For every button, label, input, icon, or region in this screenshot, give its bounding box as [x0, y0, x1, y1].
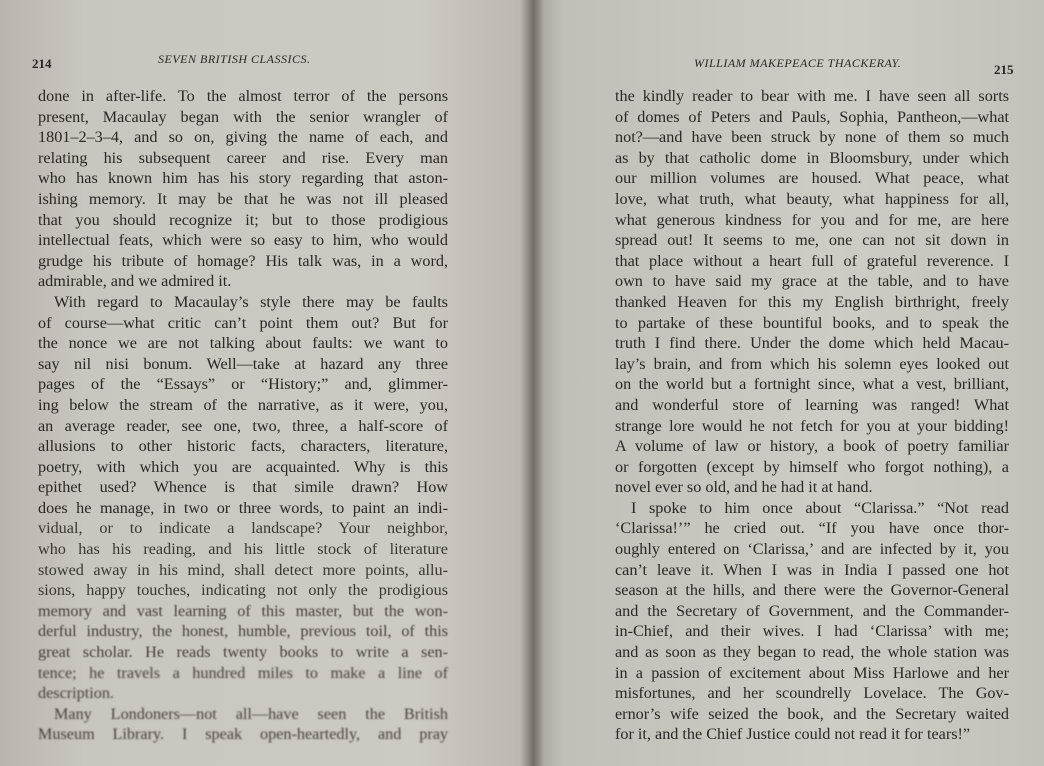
text-line: in-Chief, and their wives. I had ‘Clarissa’ with me; [615, 622, 1009, 641]
text-line: and the Secretary of Government, and the Commander- [615, 601, 1009, 620]
text-line: relating his subsequent career and rise. Every man [38, 148, 448, 167]
right-page-number: 215 [994, 62, 1014, 77]
text-line: does he manage, in two or three words, to paint an indi- [38, 498, 448, 517]
text-line: done in after-life. To the almost terror of the persons [38, 87, 448, 105]
text-line: of course—what critic can’t point them out? But for [38, 313, 448, 332]
text-line: oughly entered on ‘Clarissa,’ and are infected by it, you [615, 540, 1009, 559]
text-line: ernor’s wife seized the book, and the Secretary waited [615, 704, 1009, 723]
text-line: or forgotten (except by himself who forgot nothing), a [615, 457, 1009, 476]
text-line: can’t leave it. When I was in India I passed one hot [615, 560, 1009, 579]
text-line: novel ever so old, and he had it at hand. [615, 478, 873, 497]
text-line: memory and vast learning of this master, but the won- [38, 601, 448, 620]
text-line: great scholar. He reads twenty books to write a sen- [38, 643, 448, 662]
text-line: of domes of Peters and Pauls, Sophia, Pantheon,—what [615, 107, 1009, 126]
text-line: derful industry, the honest, humble, previous toil, of this [38, 622, 448, 641]
text-line: intellectual feats, which were so easy to him, who would [38, 231, 448, 250]
text-line: season at the hills, and there were the Governor-General [615, 581, 1009, 600]
text-line: who has known him has his story regarding that aston- [38, 169, 448, 188]
text-line: an average reader, see one, two, three, a half-score of [38, 416, 448, 435]
text-line: misfortunes, and her scoundrelly Lovelace. The Gov- [615, 684, 1009, 703]
text-line: poetry, with which you are acquainted. Why is this [38, 457, 448, 476]
right-page [542, 0, 1044, 766]
text-line: With regard to Macaulay’s style there may be faults [54, 292, 448, 311]
text-line: vidual, or to indicate a landscape? Your neighbor, [38, 519, 448, 538]
text-line: ‘Clarissa!’” he cried out. “If you have once thor- [615, 519, 1009, 538]
text-line: that place without a heart full of grateful reverence. I [615, 251, 1009, 270]
text-line: description. [38, 684, 114, 703]
text-line: allusions to other historic facts, characters, literature, [38, 437, 448, 456]
text-line: own to have said my grace at the table, and to have [615, 272, 1009, 291]
right-page-text [615, 86, 1009, 745]
left-running-head: SEVEN BRITISH CLASSICS. [158, 52, 311, 66]
text-line: grudge his tribute of homage? His talk was, in a word, [38, 251, 448, 270]
text-line: as by that catholic dome in Bloomsbury, under which [615, 148, 1009, 167]
text-line: sions, happy touches, indicating not only the prodigious [38, 581, 448, 600]
text-line: A volume of law or history, a book of poetry familiar [615, 437, 1009, 456]
text-line: what generous kindness for you and for me, are here [615, 210, 1009, 229]
text-line: pages of the “Essays” or “History;” and, glimmer- [38, 375, 448, 394]
text-line: who has his reading, and his little stock of literature [38, 540, 448, 559]
text-line: for it, and the Chief Justice could not read it for tears!” [615, 725, 971, 744]
text-line: admirable, and we admired it. [38, 272, 232, 291]
text-line: Many Londoners—not all—have seen the British [54, 704, 448, 723]
text-line: not?—and have been struck by none of them so much [615, 128, 1009, 147]
text-line: in a passion of excitement about Miss Harlowe and her [615, 663, 1009, 682]
text-line: lay’s brain, and from which his solemn eyes looked out [615, 354, 1009, 373]
text-line: love, what truth, what beauty, what happiness for all, [615, 189, 1009, 208]
text-line: ing below the stream of the narrative, as it were, you, [38, 395, 448, 414]
text-line: that you should recognize it; but to those prodigious [38, 210, 448, 229]
book-gutter [520, 0, 544, 766]
text-line: our million volumes are housed. What peace, what [615, 169, 1009, 188]
text-line: say nil nisi bonum. Well—take at hazard any three [38, 354, 448, 373]
text-line: stowed away in his mind, shall detect more points, allu- [38, 560, 448, 579]
text-line: strange lore would he not fetch for you at your bidding! [615, 416, 1009, 435]
left-page-number: 214 [32, 56, 52, 71]
text-line: present, Macaulay began with the senior wrangler of [38, 107, 448, 126]
text-line: Museum Library. I speak open-heartedly, and pray [38, 725, 448, 744]
text-line: and wonderful store of learning was ranged! What [615, 395, 1009, 414]
text-line: and as soon as they began to read, the whole station was [615, 643, 1009, 662]
text-line: thanked Heaven for this my English birthright, freely [615, 292, 1009, 311]
left-page-text [38, 86, 448, 745]
text-line: the nonce we are not talking about faults: we want to [38, 334, 448, 353]
text-line: to partake of these bountiful books, and to speak the [615, 313, 1009, 332]
text-line: tence; he travels a hundred miles to make a line of [38, 663, 448, 682]
text-line: I spoke to him once about “Clarissa.” “Not read [631, 498, 1009, 517]
right-running-head: WILLIAM MAKEPEACE THACKERAY. [694, 56, 902, 70]
text-line: ishing memory. It may be that he was not ill pleased [38, 189, 448, 208]
text-line: on the world but a fortnight since, what a vest, brilliant, [615, 375, 1009, 394]
text-line: the kindly reader to bear with me. I have seen all sorts [615, 87, 1009, 105]
text-line: 1801–2–3–4, and so on, giving the name of each, and [38, 128, 448, 147]
text-line: epithet used? Whence is that simile drawn? How [38, 478, 448, 497]
text-line: spread out! It seems to me, one can not sit down in [615, 231, 1009, 250]
text-line: truth I find there. Under the dome which held Macau- [615, 334, 1009, 353]
